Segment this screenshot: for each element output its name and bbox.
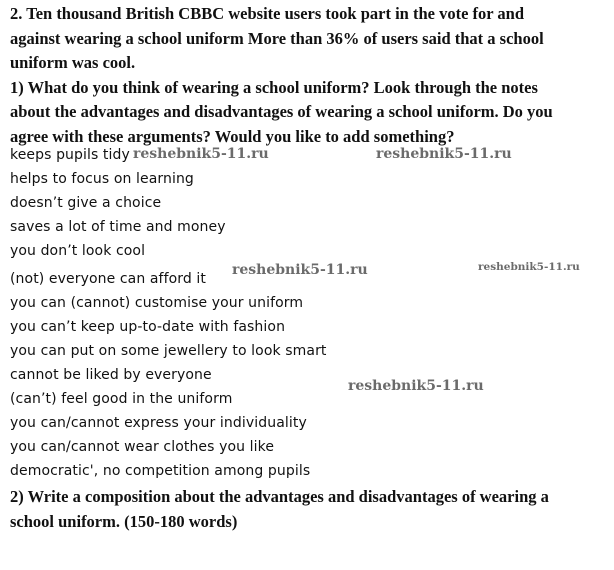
note-item: doesn’t give a choice — [10, 195, 162, 211]
note-item: you can/cannot wear clothes you like — [10, 439, 275, 455]
note-item: you don’t look cool — [10, 243, 146, 259]
watermark: reshebnik5-11.ru — [376, 146, 512, 162]
question-1-line-3: agree with these arguments? Would you like to add something? — [10, 126, 455, 146]
question-2 — [10, 485, 549, 534]
note-item: keeps pupils tidy — [10, 147, 130, 163]
note-item: helps to focus on learning — [10, 171, 194, 187]
note-item: you can’t keep up-to-date with fashion — [10, 319, 286, 335]
note-item: (not) everyone can afford it — [10, 271, 206, 287]
watermark: reshebnik5-11.ru — [348, 378, 484, 394]
note-item: you can/cannot express your individuality — [10, 415, 307, 431]
note-item: saves a lot of time and money — [10, 219, 226, 235]
note-item: you can put on some jewellery to look smart — [10, 343, 327, 359]
question-2-line-2: school uniform. (150-180 words) — [10, 511, 238, 531]
task-2-line-2: against wearing a school uniform More than 36% of users said that a school — [10, 28, 544, 48]
task-2-intro — [10, 2, 553, 149]
question-2-line-1: 2) Write a composition about the advantages and disadvantages of wearing a — [10, 487, 549, 506]
watermark: reshebnik5-11.ru — [232, 262, 368, 278]
note-item: you can (cannot) customise your uniform — [10, 295, 304, 311]
note-item: (can’t) feel good in the uniform — [10, 391, 233, 407]
question-1-line-2: about the advantages and disadvantages of wearing a school uniform. Do you — [10, 102, 553, 121]
question-1-line-1: 1) What do you think of wearing a school uniform? Look through the notes — [10, 77, 538, 97]
watermark: reshebnik5-11.ru — [133, 146, 269, 162]
note-item: democratic', no competition among pupils — [10, 463, 311, 479]
task-2-line-1: 2. Ten thousand British CBBC website users took part in the vote for and — [10, 4, 525, 23]
watermark: reshebnik5-11.ru — [478, 261, 580, 273]
note-item: cannot be liked by everyone — [10, 367, 212, 383]
task-2-line-3: uniform was cool. — [10, 53, 136, 72]
